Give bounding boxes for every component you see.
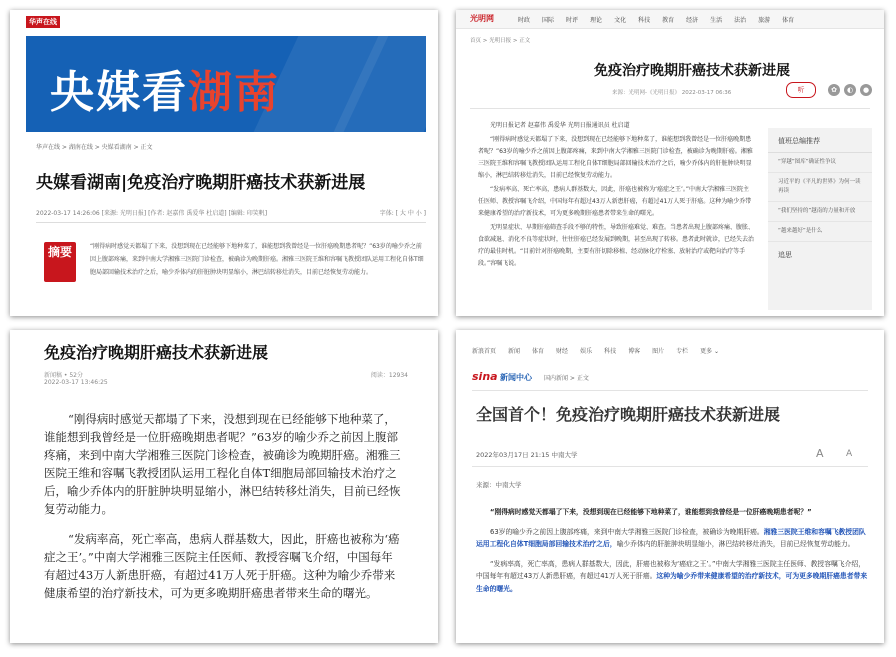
abstract-text: “刚得病时感觉天都塌了下来，没想到现在已经能够下地种菜了，谁能想到我曾经是一位肝癌晚期患者呢？”63岁的喻少乔之前因上腹部疼痛，来到中南大学湘雅三医院门诊检查，被确诊为晚期肝癌。湘雅三医院王维和容嘱飞教授团队运用工程化自体T细胞局部回输技术治疗之后，喻少乔体内的肝脏肿块明显缩小，淋巴结转移灶消失，目前已经恢复劳动能力。 — [90, 243, 424, 276]
lead-paragraph: “刚得病时感觉天都塌了下来，没想到现在已经能够下地种菜了，谁能想到我曾经是一位肝癌晚期患者呢？” — [490, 508, 812, 516]
paragraph: “刚得病时感觉天都塌了下来，没想到现在已经能够下地种菜了，谁能想到我曾经是一位肝癌晚期患者呢？”63岁的喻少乔之前因上腹部疼痛，来到中南大学湘雅三医院门诊检查，被确诊为晚期肝癌。湘雅三医院王维和容嘱飞教授团队运用工程化自体T细胞局部回输技术治疗之后，喻少乔体内的肝脏肿块明显缩小，淋巴结转移灶消失，目前已经恢复劳动能力。 — [478, 136, 753, 179]
highlight-text: 湘雅三医院王维和容嘱飞教授团队运用工程化自体T细胞局部回输技术治疗之后， — [476, 527, 866, 548]
nav-item[interactable]: 新闻 — [508, 348, 521, 355]
mobile-article-screenshot — [10, 330, 438, 643]
divider — [36, 222, 426, 223]
font-smaller-button[interactable]: A — [846, 449, 853, 459]
nav-item[interactable]: 专栏 — [676, 348, 689, 355]
sidebar-item[interactable]: 习近平的《平凡的世界》为何一读再读 — [768, 173, 872, 202]
sidebar-item[interactable]: “我们坚持的”越南的力量和开放 — [768, 202, 872, 222]
nav-menu — [518, 15, 794, 24]
share-icon[interactable]: ◐ — [844, 84, 856, 96]
article-meta: 2022-03-17 14:26:06 [来源: 光明日报] [作者: 赵嘉伟 禹爱华 杜启道] [编辑: 印笑帆] — [36, 210, 268, 217]
hunan-news-screenshot — [10, 10, 438, 316]
font-size-control[interactable]: 字体: [ 大 中 小 ] — [379, 210, 426, 217]
site-logo[interactable]: 华声在线 — [26, 16, 60, 28]
listen-button[interactable]: 听 — [786, 82, 816, 98]
nav-item[interactable]: 新浪首页 — [472, 348, 497, 355]
site-logo[interactable]: sina — [472, 370, 498, 383]
gmw-news-screenshot — [456, 10, 884, 316]
sidebar-recommend — [768, 128, 872, 310]
nav-item[interactable]: 旅游 — [758, 17, 771, 24]
top-nav-bar — [456, 10, 884, 29]
settings-icon[interactable]: ✿ — [828, 84, 840, 96]
nav-item[interactable]: 科技 — [638, 17, 651, 24]
site-logo[interactable]: 光明网 — [470, 14, 494, 23]
breadcrumb[interactable]: 国内新闻 > 正文 — [544, 375, 589, 382]
paragraph — [476, 558, 868, 596]
paragraph-text: “发病率高，死亡率高，患病人群基数大，因此，肝癌也被称为‘癌症之王’。”中南大学湘雅三医院主任医师、教授容嘱飞介绍，中国每年有超过43万人新患肝癌，有超过41万人死于肝癌。 — [476, 559, 865, 580]
article-source: 新闻稿 • 52分 — [44, 372, 83, 379]
nav-item[interactable]: 博客 — [628, 348, 641, 355]
nav-item[interactable]: 财经 — [556, 348, 569, 355]
read-count: 阅读：12934 — [370, 372, 408, 379]
nav-menu — [472, 346, 719, 355]
article-meta: 来源：光明网-《光明日报》 2022-03-17 06:36 — [612, 90, 732, 96]
publish-time: 2022年03月17日 21:15 中南大学 — [476, 451, 578, 459]
page-title: 免疫治疗晚期肝癌技术获新进展 — [594, 63, 790, 79]
divider — [472, 390, 868, 391]
nav-item[interactable]: 体育 — [532, 348, 545, 355]
article-source: 来源：中南大学 — [476, 481, 522, 489]
sidebar-header: 追思 — [778, 251, 792, 259]
paragraph: “发病率高、死亡率高，患病人群基数大，因此，肝癌也被称为‘癌症之王’。”中南大学湘雅三医院主任医师、教授容嘱飞介绍，中国每年有超过43万人新患肝癌，有超过41万人死于肝癌。这种为喻少乔带来健康希望的治疗新技术，可为更多晚期肝癌患者带来生命的曙光。 — [478, 186, 752, 217]
nav-item[interactable]: 时政 — [518, 17, 531, 24]
nav-item[interactable]: 更多 ⌄ — [700, 348, 720, 355]
banner — [26, 36, 426, 132]
paragraph: “发病率高，死亡率高，患病人群基数大，因此，肝癌也被称为‘癌症之王’。”中南大学湘雅三医院主任医师、教授容嘱飞介绍，中国每年有超过43万人新患肝癌，有超过41万人死于肝癌。这种为喻少乔带来健康希望的治疗新技术，可为更多晚期肝癌患者带来生命的曙光。 — [44, 532, 400, 600]
nav-item[interactable]: 时评 — [566, 17, 579, 24]
highlight-text: 这种为喻少乔带来健康希望的治疗新技术，可为更多晚期肝癌患者带来生命的曙光。 — [476, 572, 868, 593]
nav-item[interactable]: 体育 — [782, 17, 795, 24]
nav-item[interactable]: 图片 — [652, 348, 665, 355]
paragraph: 光明日报记者 赵嘉伟 禹爱华 光明日报通讯员 杜启道 — [490, 122, 630, 129]
page-title: 央媒看湖南|免疫治疗晚期肝癌技术获新进展 — [36, 173, 366, 193]
nav-item[interactable]: 科技 — [604, 348, 617, 355]
article-body — [476, 506, 868, 602]
abstract-badge: 摘要 — [44, 242, 76, 282]
paragraph-text: 喻少乔体内的肝脏肿块明显缩小，淋巴结转移灶消失，目前已经恢复劳动能力。 — [616, 540, 855, 548]
article-body — [44, 410, 404, 614]
nav-item[interactable]: 教育 — [662, 17, 675, 24]
sidebar-header: 值班总编推荐 — [768, 128, 872, 153]
nav-item[interactable]: 国际 — [542, 17, 555, 24]
divider — [472, 466, 868, 467]
paragraph-text: 63岁的喻少乔之前因上腹部疼痛，来到中南大学湘雅三医院门诊检查，被确诊为晚期肝癌。 — [490, 527, 764, 536]
sina-news-screenshot — [456, 330, 884, 643]
banner-title-part2: 湖南 — [188, 67, 280, 118]
nav-item[interactable]: 娱乐 — [580, 348, 593, 355]
comment-icon[interactable]: ● — [860, 84, 872, 96]
breadcrumb[interactable]: 华声在线 > 湖南在线 > 央媒看湖南 > 正文 — [36, 144, 153, 151]
font-larger-button[interactable]: A — [816, 447, 824, 460]
paragraph: 无明显症状、早期肝癌筛查手段不够的特性，导致肝癌难觉、难查。当患者出现上腹部疼痛、腹胀、食欲减退、消化不良等症状时，往往肝癌已经发展到晚期，甚至出现了转移。患者此时就诊，已经失去治疗的最佳时机。“目前针对肝癌晚期，主要有肝切除移植、经动脉化疗栓塞、放射治疗或靶向治疗等手段。”容嘱飞说。 — [478, 224, 755, 267]
sidebar-item[interactable]: “穿越”图库”确证性争议 — [768, 153, 872, 173]
publish-time: 2022-03-17 13:46:25 — [44, 379, 108, 386]
sidebar-item[interactable]: “越来越好”是什么 — [768, 222, 872, 242]
nav-item[interactable]: 经济 — [686, 17, 699, 24]
page-title: 全国首个！免疫治疗晚期肝癌技术获新进展 — [476, 405, 781, 424]
paragraph — [476, 526, 868, 551]
breadcrumb[interactable]: 首页 > 光明日报 > 正文 — [470, 38, 531, 44]
channel-logo[interactable]: 新闻中心 — [500, 373, 532, 382]
banner-title — [50, 56, 280, 120]
divider — [470, 108, 870, 109]
nav-item[interactable]: 理论 — [590, 17, 603, 24]
nav-item[interactable]: 文化 — [614, 17, 627, 24]
nav-item[interactable]: 生活 — [710, 17, 723, 24]
nav-item[interactable]: 法治 — [734, 17, 747, 24]
article-body — [478, 120, 754, 272]
banner-title-part1: 央媒看 — [50, 67, 188, 118]
page-title: 免疫治疗晚期肝癌技术获新进展 — [44, 343, 269, 362]
paragraph: “刚得病时感觉天都塌了下来，没想到现在已经能够下地种菜了，谁能想到我曾经是一位肝癌晚期患者呢？”63岁的喻少乔之前因上腹部疼痛，来到中南大学湘雅三医院门诊检查，被确诊为晚期肝癌。湘雅三医院王维和容嘱飞教授团队运用工程化自体T细胞局部回输技术治疗之后，喻少乔体内的肝脏肿块明显缩小，淋巴结转移灶消失，目前已经恢复劳动能力。 — [44, 412, 401, 516]
